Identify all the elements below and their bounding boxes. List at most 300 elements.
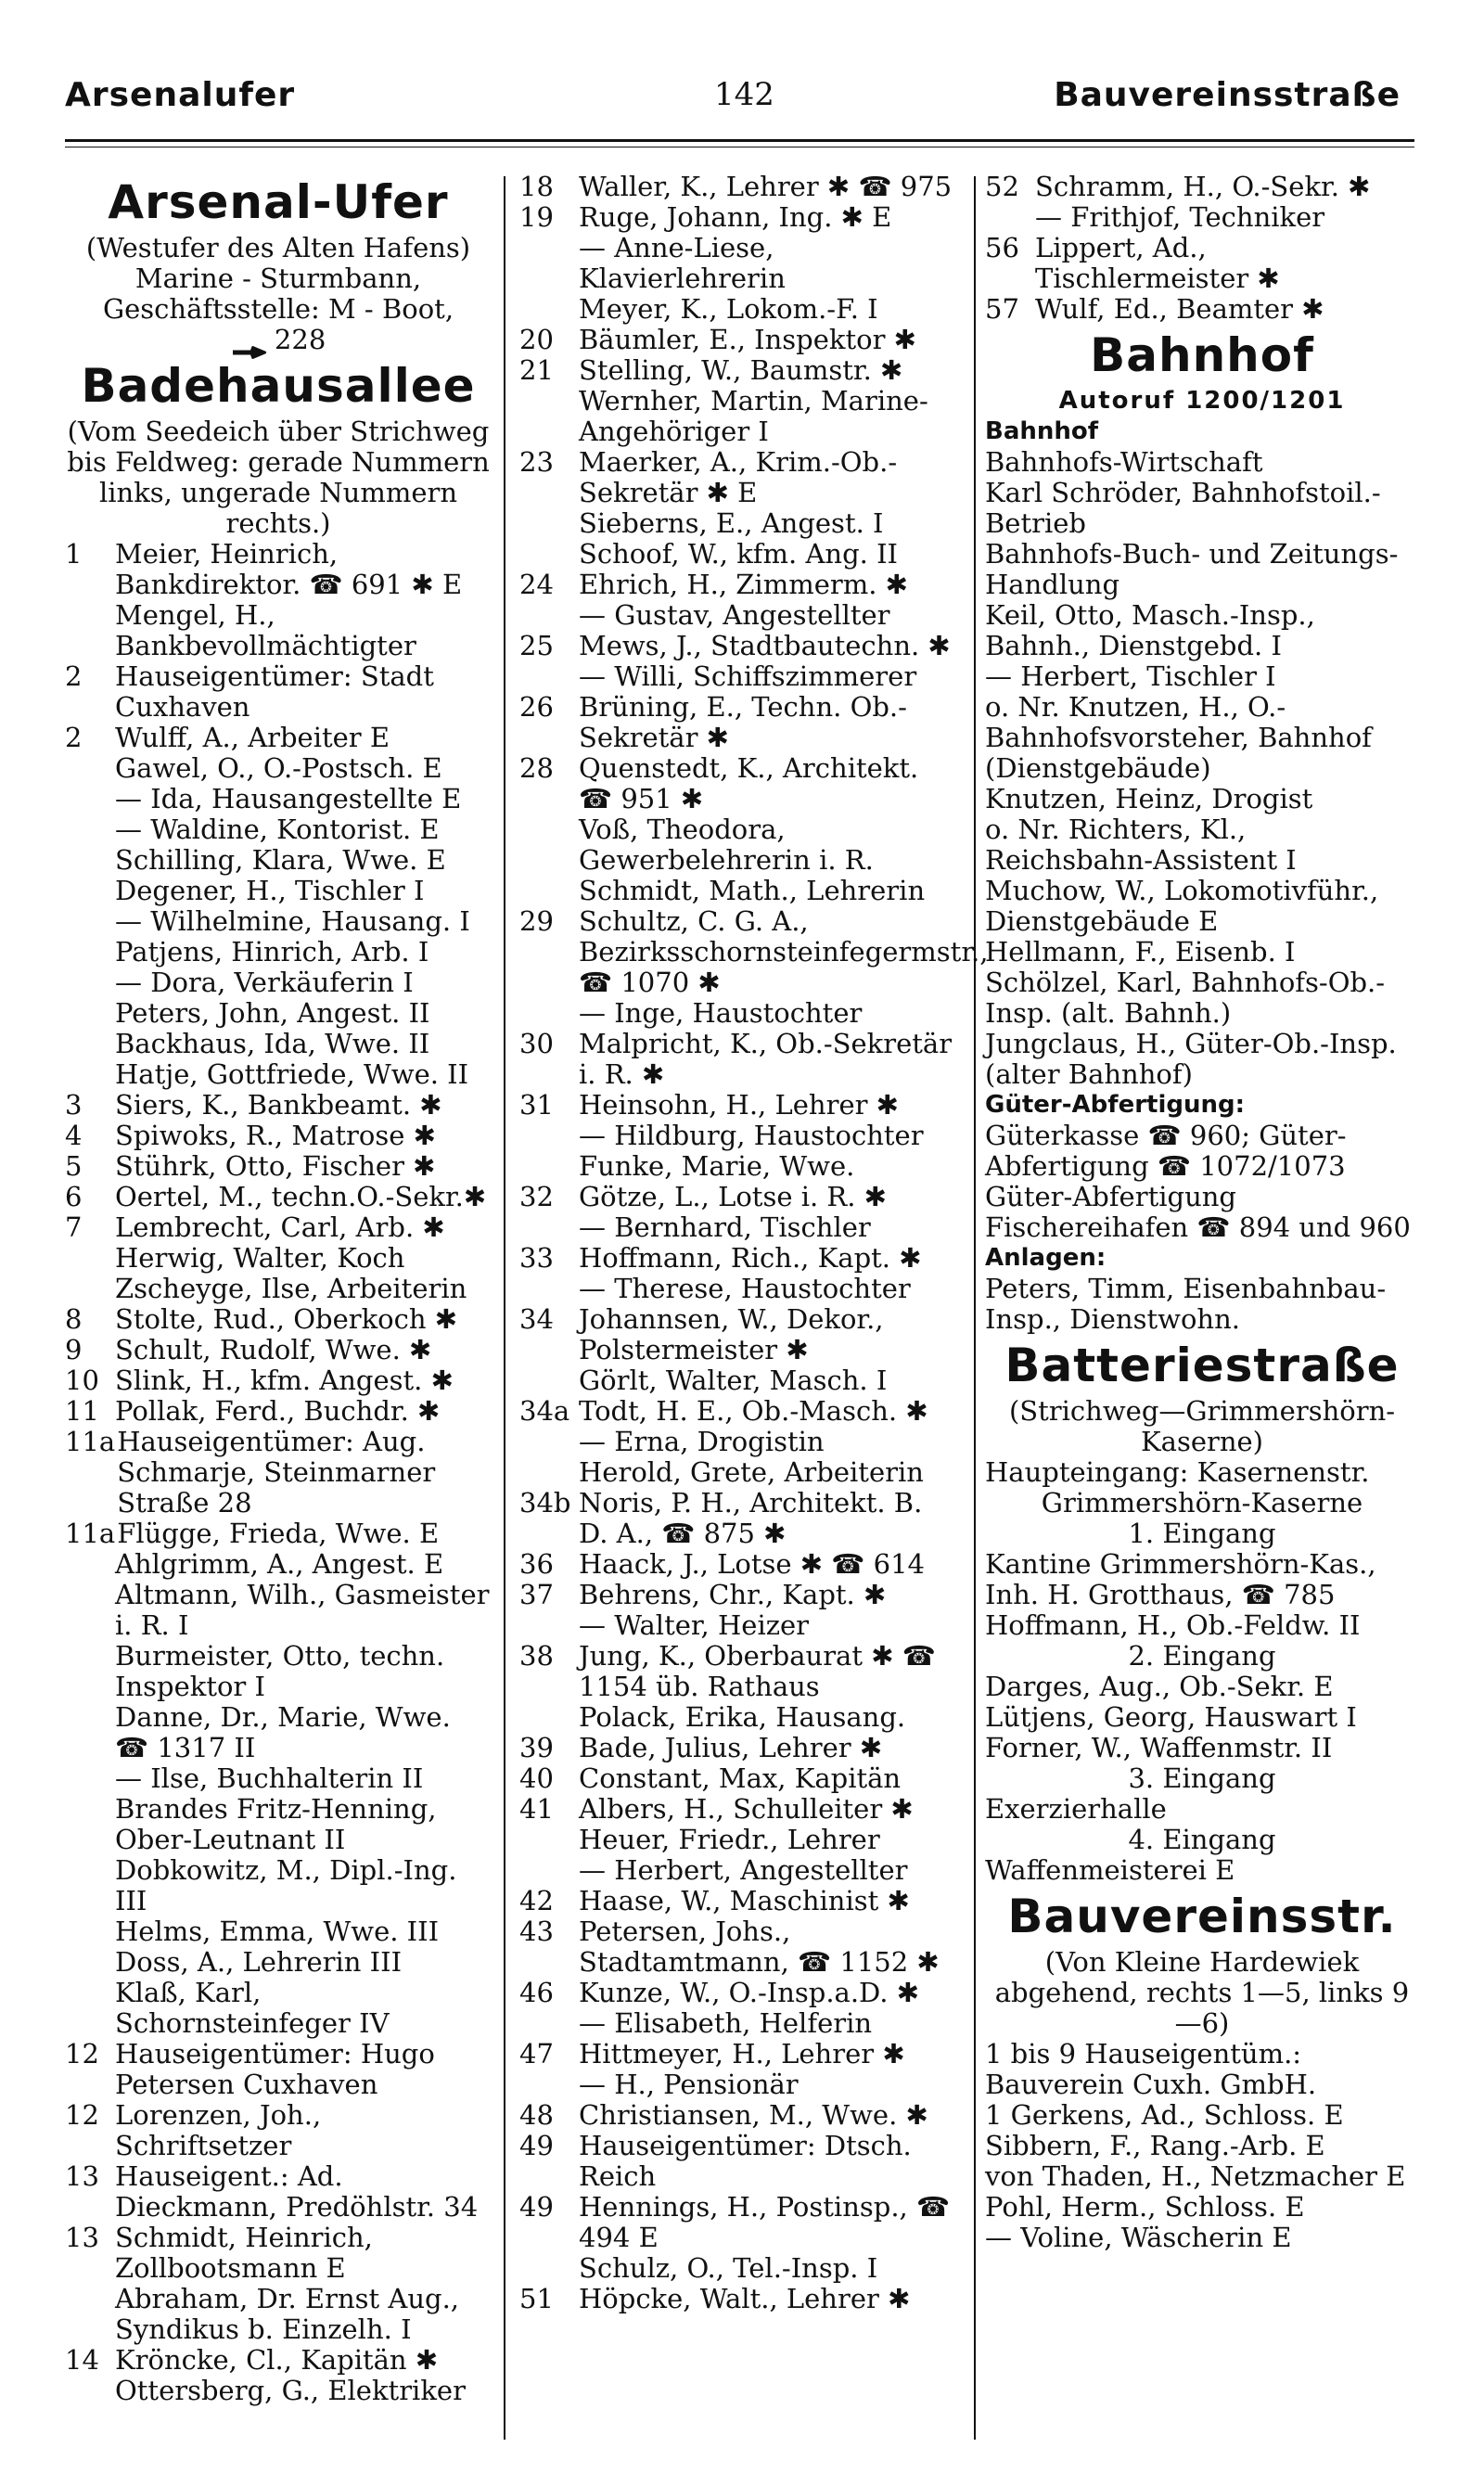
house-number: 31 — [519, 1089, 554, 1121]
directory-entry — [519, 692, 955, 753]
house-number: 34 — [519, 1303, 554, 1335]
resident-text: Klaß, Karl, Schornsteinfeger IV — [115, 1977, 390, 2039]
house-number: 13 — [65, 2222, 99, 2253]
directory-entry — [65, 1121, 492, 1151]
house-number: 21 — [519, 354, 554, 386]
directory-entry — [519, 1916, 955, 1978]
resident-text: Stührk, Otto, Fischer ✱ — [115, 1150, 436, 1182]
directory-entry — [65, 967, 492, 998]
resident-text: Stolte, Rud., Oberkoch ✱ — [115, 1303, 458, 1335]
directory-entry — [519, 294, 955, 325]
directory-line: — Herbert, Tischler I — [985, 660, 1276, 692]
directory-entry — [985, 172, 1419, 202]
resident-text: Polack, Erika, Hausang. — [579, 1701, 906, 1733]
house-number: 2 — [65, 660, 83, 692]
resident-text: — Hildburg, Haustochter — [579, 1120, 924, 1151]
directory-entry — [65, 784, 492, 814]
resident-text: Ehrich, H., Zimmerm. ✱ — [579, 569, 908, 600]
house-number: 18 — [519, 171, 554, 202]
house-number: 20 — [519, 324, 554, 355]
directory-entry — [519, 1029, 955, 1090]
house-number: 34b — [519, 1487, 571, 1519]
resident-text: Haack, J., Lotse ✱ ☎ 614 — [579, 1548, 925, 1580]
house-number: 32 — [519, 1181, 554, 1212]
directory-line: Kantine Grimmershörn-Kas., Inh. H. Grotthaus, ☎ 785 — [985, 1548, 1376, 1610]
resident-text: Hauseigentümer: Hugo Petersen Cuxhaven — [115, 2038, 435, 2100]
house-number: 10 — [65, 1365, 99, 1396]
directory-entry — [519, 2253, 955, 2284]
directory-entry — [65, 1519, 492, 1549]
resident-text: — Frithjof, Techniker — [1035, 201, 1325, 233]
resident-text: Ottersberg, G., Elektriker — [115, 2375, 466, 2406]
directory-entry — [65, 1427, 492, 1519]
resident-text: — Willi, Schiffszimmerer — [579, 660, 917, 692]
resident-text: Quenstedt, K., Architekt. ☎ 951 ✱ — [579, 752, 919, 814]
house-number: 23 — [519, 446, 554, 478]
column-1 — [65, 172, 492, 2406]
resident-text: — Erna, Drogistin — [579, 1426, 825, 1457]
resident-text: Voß, Theodora, Gewerbelehrerin i. R. — [579, 814, 874, 876]
resident-text: Schmidt, Math., Lehrerin — [579, 875, 926, 906]
directory-entry — [65, 1580, 492, 1641]
directory-entry — [519, 2070, 955, 2100]
directory-entry — [65, 661, 492, 723]
resident-text: — Inge, Haustochter — [579, 997, 863, 1029]
house-number: 29 — [519, 905, 554, 937]
directory-line: von Thaden, H., Netzmacher E — [985, 2160, 1406, 2192]
resident-text: Hennings, H., Postinsp., ☎ 494 E — [579, 2191, 951, 2253]
directory-entry — [65, 998, 492, 1029]
directory-entry — [519, 355, 955, 386]
street-description: (Westufer des Alten Hafens) Marine - Sturmbann, Geschäftsstelle: M - Boot, — [85, 232, 471, 325]
resident-text: Wulf, Ed., Beamter ✱ — [1035, 293, 1324, 325]
directory-entry — [65, 539, 492, 600]
entry-list — [65, 539, 492, 2406]
directory-line: Güterkasse ☎ 960; Güter-Abfertigung ☎ 1072/1073 — [985, 1120, 1347, 1182]
directory-entry — [65, 1794, 492, 1855]
directory-entry — [519, 1427, 955, 1457]
directory-entry — [65, 906, 492, 937]
resident-text: — Gustav, Angestellter — [579, 599, 890, 631]
resident-text: Lembrecht, Carl, Arb. ✱ — [115, 1211, 445, 1243]
resident-text: — Anne-Liese, Klavierlehrerin — [579, 232, 786, 294]
resident-text: — Waldine, Kontorist. E — [115, 814, 440, 845]
resident-text: Bade, Julius, Lehrer ✱ — [579, 1732, 883, 1763]
running-head-left: Arsenalufer — [65, 76, 296, 114]
resident-text: Noris, P. H., Architekt. B. D. A., ☎ 875 ✱ — [579, 1487, 923, 1549]
directory-entry — [519, 1702, 955, 1733]
street-heading-badehausallee: Badehausallee — [81, 359, 476, 413]
resident-text: Petersen, Johs., Stadtamtmann, ☎ 1152 ✱ — [579, 1916, 940, 1978]
resident-text: Behrens, Chr., Kapt. ✱ — [579, 1579, 887, 1610]
resident-text: Hoffmann, Rich., Kapt. ✱ — [579, 1242, 922, 1274]
directory-entry — [985, 294, 1419, 325]
directory-line: Bahnhof — [985, 417, 1099, 445]
directory-entry — [985, 202, 1419, 233]
directory-entry — [519, 1488, 955, 1549]
resident-text: Malpricht, K., Ob.-Sekretär i. R. ✱ — [579, 1028, 953, 1090]
street-heading-bauvereinsstr: Bauvereinsstr. — [1007, 1890, 1397, 1943]
directory-entry — [65, 723, 492, 753]
resident-text: Brandes Fritz-Henning, Ober-Leutnant II — [115, 1793, 437, 1855]
house-number: 30 — [519, 1028, 554, 1059]
directory-entry — [519, 1304, 955, 1365]
resident-text: Gawel, O., O.-Postsch. E — [115, 752, 442, 784]
directory-entry — [65, 1029, 492, 1059]
directory-line: 4. Eingang — [1128, 1824, 1276, 1855]
resident-text: Ahlgrimm, A., Angest. E — [115, 1548, 444, 1580]
resident-text: — Herbert, Angestellter — [579, 1854, 908, 1886]
resident-text: Pollak, Ferd., Buchdr. ✱ — [115, 1395, 441, 1427]
directory-entry — [65, 2100, 492, 2161]
directory-entry — [519, 1090, 955, 1121]
resident-text: — Therese, Haustochter — [579, 1273, 911, 1304]
directory-entry — [519, 2039, 955, 2070]
directory-entry — [65, 1549, 492, 1580]
resident-text: Johannsen, W., Dekor., Polstermeister ✱ — [579, 1303, 884, 1365]
directory-entry — [519, 2008, 955, 2039]
house-number: 48 — [519, 2099, 554, 2131]
directory-entry — [519, 1549, 955, 1580]
directory-entry — [519, 1457, 955, 1488]
street-heading-batteriestrasse: Batteriestraße — [1004, 1339, 1400, 1392]
house-number: 26 — [519, 691, 554, 723]
directory-entry — [65, 1151, 492, 1182]
street-description: (Vom Seedeich über Strichweg bis Feldweg: gerade Nummern links, ungerade Nummern rechts.) — [67, 416, 490, 539]
resident-text: Stelling, W., Baumstr. ✱ — [579, 354, 903, 386]
resident-text: Todt, H. E., Ob.-Masch. ✱ — [579, 1395, 928, 1427]
house-number: 11 — [65, 1395, 99, 1427]
directory-line: Forner, W., Waffenmstr. II — [985, 1732, 1333, 1763]
house-number: 49 — [519, 2130, 554, 2161]
resident-text: Constant, Max, Kapitän — [579, 1762, 902, 1794]
directory-entry — [519, 1212, 955, 1243]
column-divider-1 — [504, 176, 505, 2440]
phone-number: 228 — [274, 324, 326, 355]
house-number: 1 — [65, 538, 83, 570]
directory-entry — [519, 1151, 955, 1182]
directory-line: Güter-Abfertigung Fischereihafen ☎ 894 und 960 — [985, 1181, 1411, 1243]
directory-line: o. Nr. Knutzen, H., O.-Bahnhofsvorsteher, Bahnhof (Dienstgebäude) — [985, 691, 1372, 784]
directory-entry — [65, 845, 492, 876]
directory-entry — [519, 998, 955, 1029]
resident-text: Oertel, M., techn.O.-Sekr.✱ — [115, 1181, 487, 1212]
directory-line: Muchow, W., Lokomotivführ., Dienstgebäude E — [985, 875, 1379, 937]
directory-entry — [65, 1090, 492, 1121]
directory-line: Grimmershörn-Kaserne — [1041, 1487, 1363, 1519]
directory-entry — [519, 1365, 955, 1396]
resident-text: Spiwoks, R., Matrose ✱ — [115, 1120, 436, 1151]
resident-text: Heinsohn, H., Lehrer ✱ — [579, 1089, 899, 1121]
resident-text: Schulz, O., Tel.-Insp. I — [579, 2252, 878, 2284]
directory-line: Güter-Abfertigung: — [985, 1091, 1246, 1119]
directory-entry — [985, 233, 1419, 294]
header-rule — [65, 139, 1414, 142]
directory-entry — [519, 1243, 955, 1274]
resident-text: — Ida, Hausangestellte E — [115, 783, 462, 814]
house-number: 11a — [65, 1426, 116, 1457]
directory-entry — [65, 1304, 492, 1335]
directory-entry — [65, 1212, 492, 1243]
resident-text: Doss, A., Lehrerin III — [115, 1946, 403, 1978]
house-number: 52 — [985, 171, 1019, 202]
directory-entry — [65, 1274, 492, 1304]
resident-text: Hittmeyer, H., Lehrer ✱ — [579, 2038, 905, 2070]
directory-entry — [519, 325, 955, 355]
directory-entry — [519, 202, 955, 233]
house-number: 2 — [65, 722, 83, 753]
directory-entry — [519, 2100, 955, 2131]
house-number: 41 — [519, 1793, 554, 1825]
house-number: 47 — [519, 2038, 554, 2070]
directory-entry — [519, 447, 955, 508]
directory-entry — [519, 1641, 955, 1702]
directory-entry — [519, 1610, 955, 1641]
directory-entry — [519, 1825, 955, 1855]
directory-entry — [65, 1243, 492, 1274]
directory-entry — [65, 2376, 492, 2406]
directory-entry — [519, 1794, 955, 1825]
house-number: 34a — [519, 1395, 570, 1427]
resident-text: Backhaus, Ida, Wwe. II — [115, 1028, 430, 1059]
resident-text: Schramm, H., O.-Sekr. ✱ — [1035, 171, 1371, 202]
house-number: 38 — [519, 1640, 554, 1672]
directory-entry — [519, 1121, 955, 1151]
directory-entry — [519, 814, 955, 876]
house-number: 12 — [65, 2099, 99, 2131]
directory-entry — [65, 753, 492, 784]
house-number: 4 — [65, 1120, 83, 1151]
directory-line: Jungclaus, H., Güter-Ob.-Insp. (alter Bahnhof) — [985, 1028, 1397, 1090]
directory-line: Schölzel, Karl, Bahnhofs-Ob.-Insp. (alt. Bahnh.) — [985, 967, 1386, 1029]
directory-entry — [519, 1763, 955, 1794]
house-number: 36 — [519, 1548, 554, 1580]
house-number: 51 — [519, 2283, 554, 2314]
house-number: 43 — [519, 1916, 554, 1947]
directory-entry — [65, 1947, 492, 1978]
resident-text: Herwig, Walter, Koch — [115, 1242, 405, 1274]
resident-text: Peters, John, Angest. II — [115, 997, 430, 1029]
directory-entry — [519, 1396, 955, 1427]
house-number: 19 — [519, 201, 554, 233]
house-number: 3 — [65, 1089, 83, 1121]
resident-text: Zscheyge, Ilse, Arbeiterin — [115, 1273, 467, 1304]
resident-text: Hatje, Gottfriede, Wwe. II — [115, 1058, 469, 1090]
house-number: 5 — [65, 1150, 83, 1182]
resident-text: Lippert, Ad., Tischlermeister ✱ — [1035, 232, 1280, 294]
house-number: 57 — [985, 293, 1019, 325]
directory-entry — [519, 1733, 955, 1763]
directory-line: Waffenmeisterei E — [985, 1854, 1235, 1886]
autoruf-line: Autoruf 1200/1201 — [1058, 387, 1346, 415]
directory-line: Hellmann, F., Eisenb. I — [985, 936, 1296, 967]
resident-text: Haase, W., Maschinist ✱ — [579, 1885, 910, 1916]
directory-entry — [519, 172, 955, 202]
directory-entry — [519, 508, 955, 539]
resident-text: Maerker, A., Krim.-Ob.-Sekretär ✱ E — [579, 446, 898, 508]
directory-entry — [65, 2284, 492, 2345]
resident-text: Flügge, Frieda, Wwe. E — [117, 1518, 440, 1549]
directory-entry — [65, 1763, 492, 1794]
directory-entry — [65, 814, 492, 845]
resident-text: Abraham, Dr. Ernst Aug., Syndikus b. Einzelh. I — [115, 2283, 460, 2345]
directory-line: Haupteingang: Kasernenstr. — [985, 1456, 1370, 1488]
directory-entry — [519, 1978, 955, 2008]
directory-line: 1. Eingang — [1128, 1518, 1276, 1549]
directory-entry — [519, 1274, 955, 1304]
directory-line: 2. Eingang — [1128, 1640, 1276, 1672]
house-number: 12 — [65, 2038, 99, 2070]
entry-list — [985, 172, 1419, 325]
resident-text: Wernher, Martin, Marine-Angehöriger I — [579, 385, 928, 447]
directory-entry — [519, 1580, 955, 1610]
resident-text: Schmidt, Heinrich, Zollbootsmann E — [115, 2222, 373, 2284]
directory-line: — Voline, Wäscherin E — [985, 2222, 1292, 2253]
directory-entry — [519, 1886, 955, 1916]
resident-text: Wulff, A., Arbeiter E — [115, 722, 390, 753]
house-number: 42 — [519, 1885, 554, 1916]
house-number: 25 — [519, 630, 554, 661]
resident-text: Hauseigentümer: Stadt Cuxhaven — [115, 660, 434, 723]
directory-entry — [65, 876, 492, 906]
entry-list — [985, 2039, 1419, 2253]
directory-entry — [65, 937, 492, 967]
directory-entry — [65, 1641, 492, 1702]
resident-text: Ruge, Johann, Ing. ✱ E — [579, 201, 892, 233]
directory-entry — [65, 2039, 492, 2100]
house-number: 46 — [519, 1977, 554, 2008]
directory-entry — [519, 876, 955, 906]
resident-text: Burmeister, Otto, techn. Inspektor I — [115, 1640, 445, 1702]
resident-text: Meyer, K., Lokom.-F. I — [579, 293, 878, 325]
resident-text: Siers, K., Bankbeamt. ✱ — [115, 1089, 442, 1121]
directory-entry — [65, 2345, 492, 2376]
resident-text: Bäumler, E., Inspektor ✱ — [579, 324, 916, 355]
resident-text: Sieberns, E., Angest. I — [579, 507, 884, 539]
house-number: 56 — [985, 232, 1019, 263]
directory-line: Keil, Otto, Masch.-Insp., Bahnh., Dienstgebd. I — [985, 599, 1315, 661]
directory-line: Peters, Timm, Eisenbahnbau-Insp., Dienstwohn. — [985, 1273, 1387, 1335]
directory-entry — [519, 1182, 955, 1212]
directory-line: Hoffmann, H., Ob.-Feldw. II — [985, 1609, 1361, 1641]
house-number: 11a — [65, 1518, 116, 1549]
house-number: 7 — [65, 1211, 83, 1243]
house-number: 14 — [65, 2344, 99, 2376]
house-number: 9 — [65, 1334, 83, 1365]
directory-entry — [65, 2161, 492, 2223]
directory-line: (Strichweg—Grimmershörn-Kaserne) — [1008, 1395, 1396, 1457]
resident-text: Meier, Heinrich, Bankdirektor. ☎ 691 ✱ E — [115, 538, 463, 600]
directory-line: Karl Schröder, Bahnhofstoil.-Betrieb — [985, 477, 1381, 539]
directory-line: Lütjens, Georg, Hauswart I — [985, 1701, 1357, 1733]
directory-entry — [65, 1335, 492, 1365]
running-head-right: Bauvereinsstraße — [1054, 76, 1401, 114]
resident-text: Patjens, Hinrich, Arb. I — [115, 936, 429, 967]
resident-text: — Dora, Verkäuferin I — [115, 967, 414, 998]
directory-line: Bahnhofs-Wirtschaft — [985, 446, 1263, 478]
directory-entry — [65, 1916, 492, 1947]
resident-text: Mews, J., Stadtbautechn. ✱ — [579, 630, 951, 661]
resident-text: — Ilse, Buchhalterin II — [115, 1762, 424, 1794]
resident-text: Schult, Rudolf, Wwe. ✱ — [115, 1334, 432, 1365]
directory-entry — [519, 631, 955, 661]
directory-line: Knutzen, Heinz, Drogist — [985, 783, 1313, 814]
directory-entry — [65, 1182, 492, 1212]
house-number: 24 — [519, 569, 554, 600]
directory-line: Exerzierhalle — [985, 1793, 1167, 1825]
resident-text: Höpcke, Walt., Lehrer ✱ — [579, 2283, 911, 2314]
directory-entry — [519, 1855, 955, 1886]
resident-text: Mengel, H., Bankbevollmächtigter — [115, 599, 416, 661]
directory-entry — [519, 753, 955, 814]
directory-entry — [65, 1855, 492, 1916]
entry-list — [985, 416, 1419, 1335]
resident-text: — Walter, Heizer — [579, 1609, 810, 1641]
directory-entry — [65, 1365, 492, 1396]
directory-entry — [65, 1396, 492, 1427]
street-heading-bahnhof: Bahnhof — [1090, 328, 1314, 382]
house-number: 33 — [519, 1242, 554, 1274]
directory-line: o. Nr. Richters, Kl., Reichsbahn-Assistent I — [985, 814, 1297, 876]
telephone-icon — [231, 335, 266, 348]
resident-text: Slink, H., kfm. Angest. ✱ — [115, 1365, 454, 1396]
resident-text: Lorenzen, Joh., Schriftsetzer — [115, 2099, 322, 2161]
directory-entry — [519, 233, 955, 294]
street-description: (Von Kleine Hardewiek abgehend, rechts 1—5, links 9—6) — [994, 1946, 1410, 2039]
directory-line: Darges, Aug., Ob.-Sekr. E — [985, 1671, 1334, 1702]
directory-entry — [519, 2284, 955, 2314]
directory-line: Bahnhofs-Buch- und Zeitungs-Handlung — [985, 538, 1399, 600]
resident-text: Altmann, Wilh., Gasmeister i. R. I — [115, 1579, 490, 1641]
resident-text: Albers, H., Schulleiter ✱ — [579, 1793, 914, 1825]
directory-entry — [519, 905, 989, 998]
resident-text: Hauseigentümer: Aug. Schmarje, Steinmarner Straße 28 — [117, 1426, 436, 1519]
resident-text: Kröncke, Cl., Kapitän ✱ — [115, 2344, 439, 2376]
resident-text: Christiansen, M., Wwe. ✱ — [579, 2099, 928, 2131]
directory-line: 3. Eingang — [1128, 1762, 1276, 1794]
directory-entry — [65, 1978, 492, 2039]
resident-text: Danne, Dr., Marie, Wwe. ☎ 1317 II — [115, 1701, 451, 1763]
resident-text: Görlt, Walter, Masch. I — [579, 1365, 888, 1396]
house-number: 39 — [519, 1732, 554, 1763]
directory-line: Pohl, Herm., Schloss. E — [985, 2191, 1305, 2223]
resident-text: Hauseigentümer: Dtsch. Reich — [579, 2130, 912, 2192]
page-number: 142 — [714, 76, 774, 113]
resident-text: Kunze, W., O.-Insp.a.D. ✱ — [579, 1977, 920, 2008]
resident-text: Helms, Emma, Wwe. III — [115, 1916, 440, 1947]
house-number: 49 — [519, 2191, 554, 2223]
house-number: 37 — [519, 1579, 554, 1610]
directory-line: Sibbern, F., Rang.-Arb. E — [985, 2130, 1325, 2161]
directory-entry — [519, 600, 955, 631]
phone-line — [65, 325, 492, 355]
resident-text: Waller, K., Lehrer ✱ ☎ 975 — [579, 171, 953, 202]
directory-line: Anlagen: — [985, 1244, 1107, 1272]
resident-text: Schultz, C. G. A., Bezirksschornsteinfegermstr., ☎ 1070 ✱ — [579, 905, 989, 998]
entry-list — [519, 171, 989, 2314]
resident-text: — Bernhard, Tischler — [579, 1211, 871, 1243]
directory-entry — [519, 661, 955, 692]
resident-text: — H., Pensionär — [579, 2069, 799, 2100]
resident-text: Schilling, Klara, Wwe. E — [115, 844, 446, 876]
resident-text: Dobkowitz, M., Dipl.-Ing. III — [115, 1854, 457, 1916]
house-number: 13 — [65, 2160, 99, 2192]
directory-entry — [65, 1059, 492, 1090]
resident-text: Herold, Grete, Arbeiterin — [579, 1456, 924, 1488]
directory-entry — [519, 2131, 955, 2192]
street-heading-arsenal-ufer: Arsenal-Ufer — [108, 175, 449, 229]
house-number: 6 — [65, 1181, 83, 1212]
